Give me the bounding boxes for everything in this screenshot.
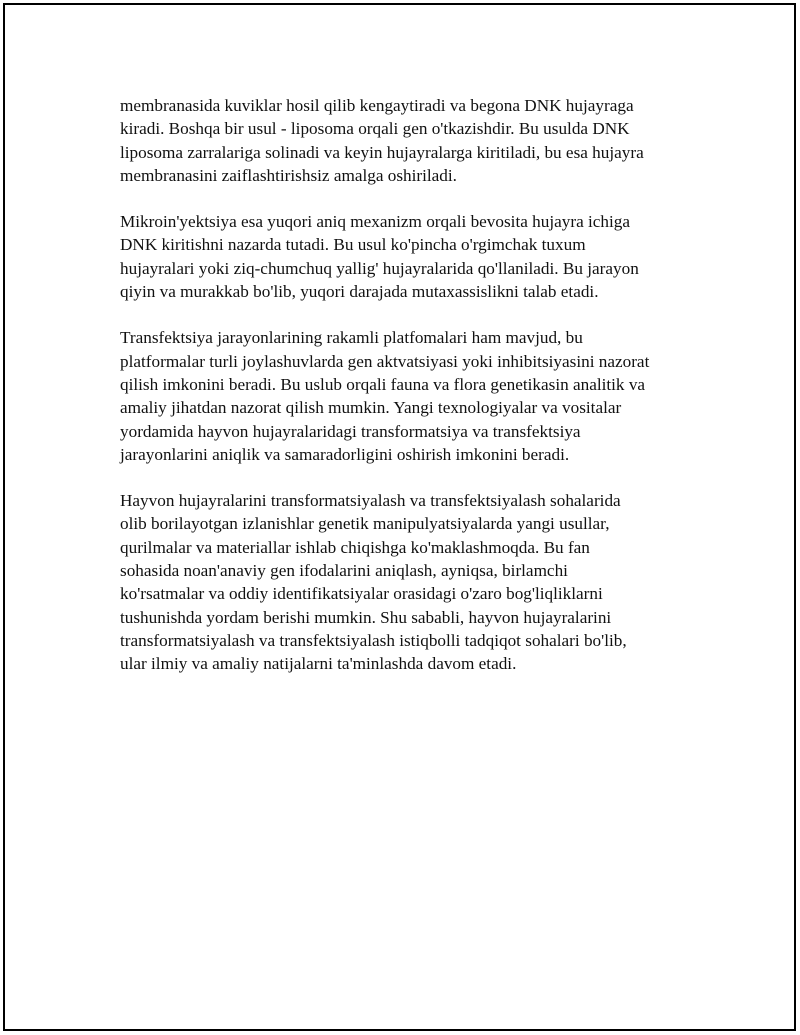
paragraph-3: Transfektsiya jarayonlarining rakamli platfomalari ham mavjud, bu platformalar turli joylashuvlarda gen aktvatsiyasi yoki inhibitsiyasini nazorat qilish imkonini beradi. Bu uslub orqali fauna va flora genetikasin analitik va amaliy jihatdan nazorat qilish mumkin. Yangi texnologiyalar va vositalar yordamida hayvon hujayralaridagi transformatsiya va transfektsiya jarayonlarini aniqlik va samaradorligini oshirish imkonini beradi. (120, 328, 650, 464)
paragraph-4: Hayvon hujayralarini transformatsiyalash va transfektsiyalash sohalarida olib borilayotgan izlanishlar genetik manipulyatsiyalarda yangi usullar, qurilmalar va materiallar ishlab chiqishga ko'maklashmoqda. Bu fan sohasida noan'anaviy gen ifodalarini aniqlash, ayniqsa, birlamchi ko'rsatmalar va oddiy identifikatsiyalar orasidagi o'zaro bog'liqliklarni tushunishda yordam berishi mumkin. Shu sababli, hayvon hujayralarini transformatsiyalash va transfektsiyalash istiqbolli tadqiqot sohalari bo'lib, ular ilmiy va amaliy natijalarni ta'minlashda davom etadi. (120, 491, 627, 674)
document-page (3, 3, 796, 1031)
paragraph-1: membranasida kuviklar hosil qilib kengaytiradi va begona DNK hujayraga kiradi. Boshqa bir usul - liposoma orqali gen o'tkazishdir. Bu usulda DNK liposoma zarralariga solinadi va keyin hujayralarga kiritiladi, bu esa hujayra membranasini zaiflashtirishsiz amalga oshiriladi. (120, 96, 644, 185)
paragraph-2: Mikroin'yektsiya esa yuqori aniq mexanizm orqali bevosita hujayra ichiga DNK kiritishni nazarda tutadi. Bu usul ko'pincha o'rgimchak tuxum hujayralari yoki ziq-chumchuq yallig' hujayralarida qo'llaniladi. Bu jarayon qiyin va murakkab bo'lib, yuqori darajada mutaxassislikni talab etadi. (120, 212, 639, 302)
document-body (120, 94, 700, 699)
